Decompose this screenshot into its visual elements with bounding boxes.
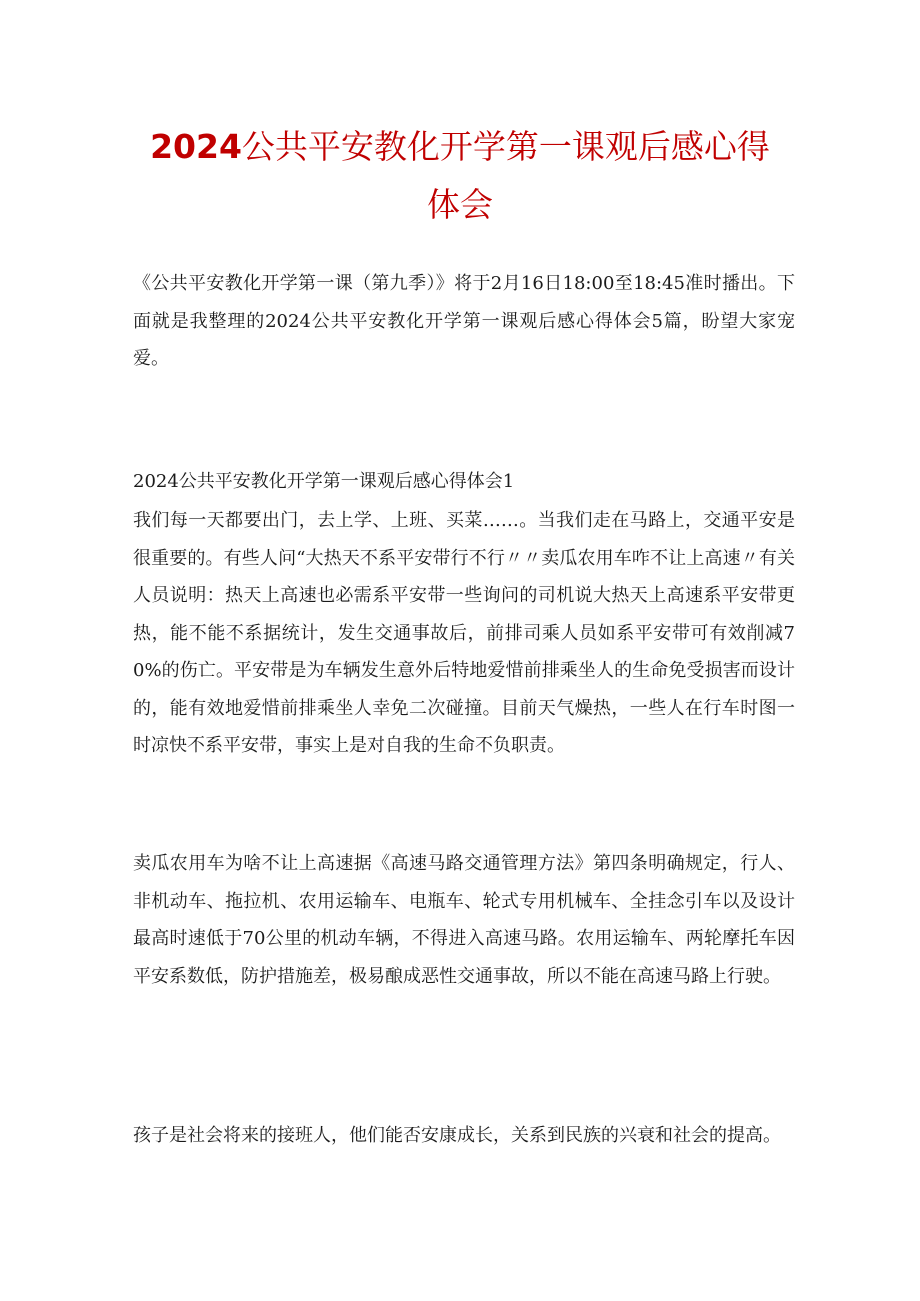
intro-paragraph: 《公共平安教化开学第一课（第九季）》将于2月16日18:00至18:45准时播出。下面就是我整理的2024公共平安教化开学第一课观后感心得体会5篇，盼望大家宠爱。	[133, 273, 795, 369]
body-paragraph-1: 我们每一天都要出门，去上学、上班、买菜……。当我们走在马路上，交通平安是很重要的。有些人问“大热天不系平安带行不行〃〃卖瓜农用车咋不让上高速〃有关人员说明：热天上高速也必需系平安带一些询问的司机说大热天上高速系平安带更热，能不能不系据统计，发生交通事故后，前排司乘人员如系平安带可有效削减70%的伤亡。平安带是为车辆发生意外后特地爱惜前排乘坐人的生命免受损害而设计的，能有效地爱惜前排乘坐人幸免二次碰撞。目前天气燥热，一些人在行车时图一时凉快不系平安带，事实上是对自我的生命不负职责。	[133, 510, 795, 756]
body-paragraph-3: 孩子是社会将来的接班人，他们能否安康成长，关系到民族的兴衰和社会的提高。	[133, 1125, 781, 1146]
title-line-1: 公共平安教化开学第一课观后感心得	[241, 127, 770, 166]
body-paragraph-2: 卖瓜农用车为啥不让上高速据《高速马路交通管理方法》第四条明确规定，行人、非机动车、拖拉机、农用运输车、电瓶车、轮式专用机械车、全挂念引车以及设计最高时速低于70公里的机动车辆，不得进入高速马路。农用运输车、两轮摩托车因平安系数低，防护措施差，极易酿成恶性交通事故，所以不能在高速马路上行驶。	[133, 853, 795, 987]
title-year: 2024	[150, 127, 242, 166]
document-title	[120, 118, 800, 234]
title-line-2: 体会	[427, 185, 493, 224]
section-heading: 2024公共平安教化开学第一课观后感心得体会1	[133, 471, 515, 492]
